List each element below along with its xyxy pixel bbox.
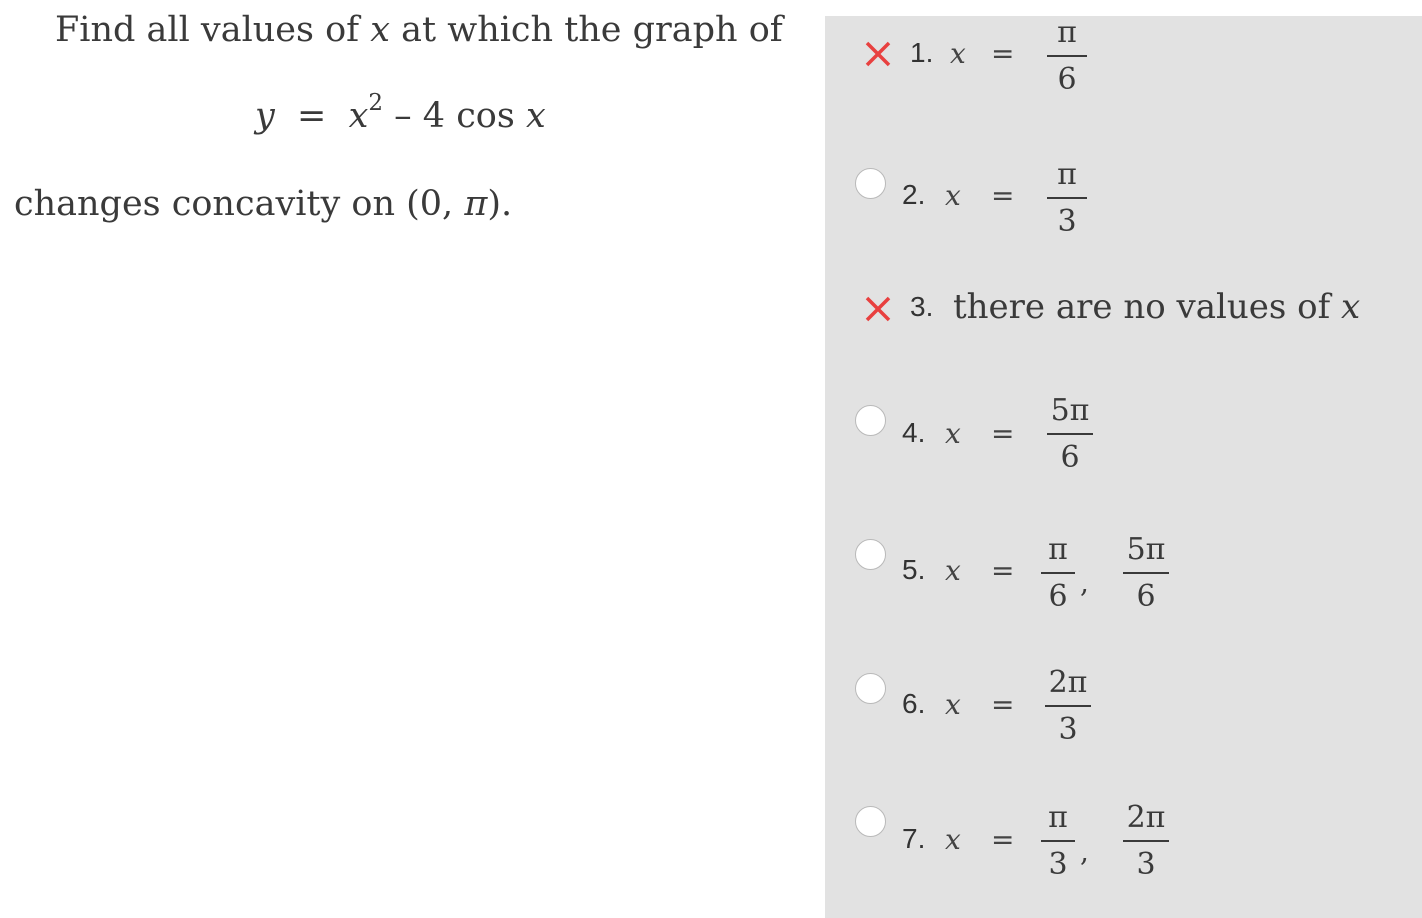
option-number: 6. (902, 688, 926, 719)
option-2[interactable] (825, 156, 1422, 266)
fraction-numerator: π (1048, 532, 1068, 567)
fraction-numerator: 5π (1050, 393, 1090, 428)
option-var: x (945, 179, 961, 212)
option-number: 3. (910, 291, 934, 322)
question-line-3-prefix: changes concavity on (0, (14, 184, 454, 224)
equation-rest: – 4 cos (394, 96, 515, 136)
option-equals: = (991, 37, 1015, 70)
option-fraction (1045, 664, 1091, 749)
question-line-3-suffix: ). (487, 184, 513, 224)
option-text-body: there are no values of (953, 287, 1331, 327)
option-fraction (1047, 14, 1087, 99)
option-6[interactable] (825, 666, 1422, 776)
option-var: x (945, 417, 961, 450)
option-3[interactable] (825, 286, 1422, 346)
fraction-bar (1041, 840, 1075, 842)
fraction-denominator: 6 (1136, 579, 1156, 614)
radio-button[interactable] (855, 539, 886, 570)
fraction-denominator: 6 (1048, 579, 1068, 614)
question-line-3-pi: π (464, 184, 488, 224)
option-fraction (1047, 156, 1087, 241)
radio-button[interactable] (855, 806, 886, 837)
equation-lhs: y (255, 96, 275, 136)
option-fraction (1041, 531, 1075, 616)
fraction-bar (1123, 572, 1169, 574)
incorrect-x-icon (863, 39, 893, 69)
question-line-1 (55, 10, 783, 50)
fraction-bar (1123, 840, 1169, 842)
fraction-bar (1047, 433, 1093, 435)
fraction-numerator: π (1048, 800, 1068, 835)
option-separator: , (1080, 566, 1089, 599)
answer-panel (825, 16, 1422, 918)
radio-button[interactable] (855, 673, 886, 704)
fraction-bar (1045, 705, 1091, 707)
fraction-denominator: 6 (1060, 440, 1080, 475)
option-text (953, 287, 1360, 327)
option-fraction (1041, 799, 1075, 884)
equation-equals: = (297, 96, 327, 136)
option-var: x (945, 823, 961, 856)
option-number: 2. (902, 179, 926, 210)
option-text-var: x (1340, 287, 1361, 327)
equation-exponent: 2 (368, 90, 384, 116)
option-fraction (1123, 799, 1169, 884)
question-line-1-prefix: Find all values of (55, 10, 360, 50)
option-4[interactable] (825, 393, 1422, 506)
fraction-bar (1047, 197, 1087, 199)
option-equals: = (991, 688, 1015, 721)
option-number: 1. (910, 37, 934, 68)
fraction-denominator: 3 (1057, 204, 1077, 239)
option-fraction (1123, 531, 1169, 616)
option-var: x (945, 554, 961, 587)
option-1[interactable] (825, 16, 1422, 126)
option-var: x (950, 37, 966, 70)
question-line-1-suffix: at which the graph of (401, 10, 783, 50)
question-line-1-var: x (370, 10, 391, 50)
fraction-denominator: 6 (1057, 62, 1077, 97)
option-equals: = (991, 823, 1015, 856)
option-7[interactable] (825, 801, 1422, 911)
fraction-denominator: 3 (1136, 847, 1156, 882)
equation-base: x (348, 96, 369, 136)
fraction-numerator: 5π (1126, 532, 1166, 567)
incorrect-x-icon (863, 294, 893, 324)
fraction-denominator: 3 (1048, 847, 1068, 882)
radio-button[interactable] (855, 405, 886, 436)
fraction-numerator: π (1057, 157, 1077, 192)
option-equals: = (991, 417, 1015, 450)
equation-var: x (525, 96, 546, 136)
question-equation (255, 90, 546, 136)
fraction-numerator: π (1057, 15, 1077, 50)
fraction-bar (1047, 55, 1087, 57)
question-line-3 (14, 184, 512, 224)
option-number: 7. (902, 823, 926, 854)
option-separator: , (1080, 835, 1089, 868)
fraction-numerator: 2π (1048, 665, 1088, 700)
option-equals: = (991, 179, 1015, 212)
fraction-numerator: 2π (1126, 800, 1166, 835)
option-5[interactable] (825, 531, 1422, 641)
fraction-bar (1041, 572, 1075, 574)
option-var: x (945, 688, 961, 721)
fraction-denominator: 3 (1058, 712, 1078, 747)
option-number: 4. (902, 417, 926, 448)
radio-button[interactable] (855, 168, 886, 199)
option-equals: = (991, 554, 1015, 587)
option-fraction (1047, 392, 1093, 477)
option-number: 5. (902, 554, 926, 585)
